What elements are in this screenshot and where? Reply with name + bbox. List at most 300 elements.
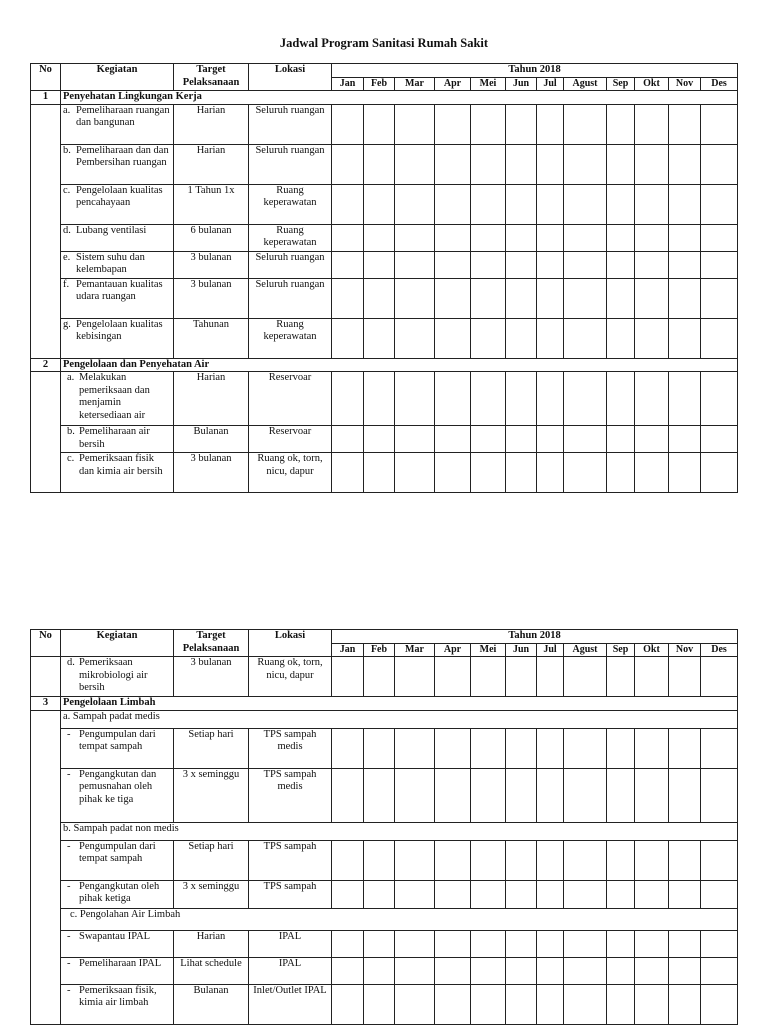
month-cell <box>506 318 537 358</box>
header-lokasi: Lokasi <box>249 64 332 91</box>
kegiatan-cell: a. Melakukan pemeriksaan dan menjamin ketersediaan air <box>61 372 174 426</box>
month-cell <box>537 144 564 184</box>
target-cell: Harian <box>174 372 249 426</box>
header-target: Target Pelaksanaan <box>174 630 249 657</box>
number-cell <box>31 710 61 1024</box>
month-cell <box>364 930 395 957</box>
month-cell <box>537 278 564 318</box>
month-cell <box>669 426 701 453</box>
month-cell <box>669 984 701 1024</box>
lokasi-cell: TPS sampah medis <box>249 768 332 822</box>
month-cell <box>471 984 506 1024</box>
month-cell <box>701 372 738 426</box>
month-cell <box>435 224 471 251</box>
header-month: Jan <box>332 643 364 657</box>
month-cell <box>506 728 537 768</box>
month-cell <box>435 984 471 1024</box>
month-cell <box>635 840 669 880</box>
month-cell <box>537 184 564 224</box>
month-cell <box>435 184 471 224</box>
header-year: Tahun 2018 <box>332 64 738 78</box>
header-month: Nov <box>669 643 701 657</box>
table-row <box>31 224 738 251</box>
header-lokasi: Lokasi <box>249 630 332 657</box>
lokasi-cell: Inlet/Outlet IPAL <box>249 984 332 1024</box>
month-cell <box>435 426 471 453</box>
month-cell <box>564 453 607 493</box>
target-cell: 3 x seminggu <box>174 768 249 822</box>
header-month: Sep <box>607 643 635 657</box>
month-cell <box>435 930 471 957</box>
month-cell <box>506 144 537 184</box>
month-cell <box>669 768 701 822</box>
month-cell <box>395 453 435 493</box>
number-cell <box>31 104 61 358</box>
month-cell <box>564 184 607 224</box>
section-title: Pengelolaan dan Penyehatan Air <box>61 358 738 372</box>
header-month: Jan <box>332 77 364 91</box>
month-cell <box>332 251 364 278</box>
month-cell <box>506 184 537 224</box>
month-cell <box>364 453 395 493</box>
section-row <box>31 91 738 105</box>
month-cell <box>607 728 635 768</box>
month-cell <box>564 104 607 144</box>
month-cell <box>471 930 506 957</box>
header-month: Mar <box>395 643 435 657</box>
month-cell <box>537 453 564 493</box>
month-cell <box>669 144 701 184</box>
target-cell: Tahunan <box>174 318 249 358</box>
month-cell <box>471 657 506 697</box>
month-cell <box>471 104 506 144</box>
kegiatan-cell: - Pengangkutan dan pemusnahan oleh pihak ke tiga <box>61 768 174 822</box>
month-cell <box>364 426 395 453</box>
month-cell <box>332 728 364 768</box>
month-cell <box>395 728 435 768</box>
month-cell <box>669 104 701 144</box>
kegiatan-cell: - Swapantau IPAL <box>61 930 174 957</box>
month-cell <box>564 880 607 908</box>
month-cell <box>635 728 669 768</box>
target-cell: Harian <box>174 930 249 957</box>
month-cell <box>471 318 506 358</box>
kegiatan-cell: c. Pengelolaan kualitas pencahayaan <box>61 184 174 224</box>
lokasi-cell: Ruang ok, torn, nicu, dapur <box>249 453 332 493</box>
month-cell <box>332 984 364 1024</box>
table-row <box>31 880 738 908</box>
month-cell <box>364 278 395 318</box>
kegiatan-cell: a. Pemeliharaan ruangan dan bangunan <box>61 104 174 144</box>
month-cell <box>364 657 395 697</box>
month-cell <box>332 880 364 908</box>
month-cell <box>701 768 738 822</box>
month-cell <box>471 251 506 278</box>
month-cell <box>395 657 435 697</box>
group-row <box>31 822 738 840</box>
header-month: Apr <box>435 77 471 91</box>
target-cell: Harian <box>174 144 249 184</box>
month-cell <box>635 453 669 493</box>
month-cell <box>607 957 635 984</box>
month-cell <box>669 930 701 957</box>
lokasi-cell: IPAL <box>249 930 332 957</box>
table-row <box>31 318 738 358</box>
header-month: Sep <box>607 77 635 91</box>
header-target: Target Pelaksanaan <box>174 64 249 91</box>
month-cell <box>635 184 669 224</box>
month-cell <box>701 318 738 358</box>
month-cell <box>701 184 738 224</box>
month-cell <box>607 318 635 358</box>
table-row <box>31 657 738 697</box>
header-month: Nov <box>669 77 701 91</box>
month-cell <box>395 930 435 957</box>
kegiatan-cell: - Pengangkutan oleh pihak ketiga <box>61 880 174 908</box>
table-row <box>31 144 738 184</box>
lokasi-cell: Reservoar <box>249 426 332 453</box>
month-cell <box>332 657 364 697</box>
header-month: Des <box>701 77 738 91</box>
month-cell <box>364 768 395 822</box>
lokasi-cell: TPS sampah medis <box>249 728 332 768</box>
month-cell <box>669 251 701 278</box>
section-number: 1 <box>31 91 61 105</box>
month-cell <box>669 184 701 224</box>
section-row <box>31 697 738 711</box>
kegiatan-cell: b. Pemeliharaan air bersih <box>61 426 174 453</box>
month-cell <box>537 728 564 768</box>
group-row <box>31 710 738 728</box>
month-cell <box>669 657 701 697</box>
month-cell <box>395 224 435 251</box>
month-cell <box>537 768 564 822</box>
month-cell <box>669 453 701 493</box>
month-cell <box>537 251 564 278</box>
month-cell <box>506 957 537 984</box>
month-cell <box>635 957 669 984</box>
lokasi-cell: Ruang keperawatan <box>249 224 332 251</box>
month-cell <box>607 372 635 426</box>
header-no: No <box>31 630 61 657</box>
month-cell <box>435 768 471 822</box>
lokasi-cell: Seluruh ruangan <box>249 251 332 278</box>
kegiatan-cell: e. Sistem suhu dan kelembapan <box>61 251 174 278</box>
header-year: Tahun 2018 <box>332 630 738 644</box>
month-cell <box>435 880 471 908</box>
month-cell <box>395 426 435 453</box>
target-cell: Lihat schedule <box>174 957 249 984</box>
header-month: Des <box>701 643 738 657</box>
month-cell <box>537 930 564 957</box>
month-cell <box>395 840 435 880</box>
header-month: Feb <box>364 643 395 657</box>
header-month: Agust <box>564 643 607 657</box>
page-title: Jadwal Program Sanitasi Rumah Sakit <box>279 36 489 50</box>
month-cell <box>607 768 635 822</box>
lokasi-cell: TPS sampah <box>249 880 332 908</box>
month-cell <box>435 278 471 318</box>
month-cell <box>669 224 701 251</box>
month-cell <box>435 372 471 426</box>
month-cell <box>364 728 395 768</box>
month-cell <box>635 318 669 358</box>
month-cell <box>669 318 701 358</box>
month-cell <box>395 104 435 144</box>
month-cell <box>506 104 537 144</box>
month-cell <box>332 768 364 822</box>
month-cell <box>669 880 701 908</box>
month-cell <box>435 453 471 493</box>
month-cell <box>506 930 537 957</box>
month-cell <box>607 144 635 184</box>
month-cell <box>607 278 635 318</box>
month-cell <box>435 957 471 984</box>
month-cell <box>506 426 537 453</box>
kegiatan-cell: b. Pemeliharaan dan dan Pembersihan ruangan <box>61 144 174 184</box>
header-month: Jul <box>537 643 564 657</box>
target-cell: 1 Tahun 1x <box>174 184 249 224</box>
month-cell <box>435 728 471 768</box>
kegiatan-cell: d. Pemeriksaan mikrobiologi air bersih <box>61 657 174 697</box>
month-cell <box>332 372 364 426</box>
month-cell <box>471 278 506 318</box>
month-cell <box>395 768 435 822</box>
month-cell <box>364 372 395 426</box>
month-cell <box>564 728 607 768</box>
month-cell <box>607 224 635 251</box>
target-cell: 3 x seminggu <box>174 880 249 908</box>
month-cell <box>471 453 506 493</box>
target-cell: 6 bulanan <box>174 224 249 251</box>
month-cell <box>364 840 395 880</box>
month-cell <box>564 984 607 1024</box>
target-cell: Bulanan <box>174 984 249 1024</box>
month-cell <box>537 984 564 1024</box>
month-cell <box>364 984 395 1024</box>
month-cell <box>364 957 395 984</box>
kegiatan-cell: - Pengumpulan dari tempat sampah <box>61 728 174 768</box>
header-month: Jul <box>537 77 564 91</box>
month-cell <box>332 930 364 957</box>
header-no: No <box>31 64 61 91</box>
month-cell <box>332 184 364 224</box>
group-row <box>31 908 738 930</box>
month-cell <box>537 657 564 697</box>
month-cell <box>395 251 435 278</box>
group-label: c. Pengolahan Air Limbah <box>61 908 738 930</box>
header-month: Mei <box>471 643 506 657</box>
month-cell <box>564 278 607 318</box>
month-cell <box>701 144 738 184</box>
month-cell <box>506 453 537 493</box>
month-cell <box>701 657 738 697</box>
header-kegiatan: Kegiatan <box>61 64 174 91</box>
month-cell <box>506 984 537 1024</box>
month-cell <box>607 657 635 697</box>
month-cell <box>564 372 607 426</box>
kegiatan-cell: - Pemeliharaan IPAL <box>61 957 174 984</box>
month-cell <box>564 930 607 957</box>
month-cell <box>395 372 435 426</box>
lokasi-cell: Ruang ok, torn, nicu, dapur <box>249 657 332 697</box>
header-month: Okt <box>635 77 669 91</box>
month-cell <box>332 840 364 880</box>
month-cell <box>607 930 635 957</box>
month-cell <box>607 426 635 453</box>
table-row <box>31 930 738 957</box>
target-cell: 3 bulanan <box>174 278 249 318</box>
month-cell <box>537 840 564 880</box>
month-cell <box>332 104 364 144</box>
header-month: Feb <box>364 77 395 91</box>
table-row <box>31 251 738 278</box>
month-cell <box>669 957 701 984</box>
month-cell <box>701 224 738 251</box>
month-cell <box>506 278 537 318</box>
table-row <box>31 984 738 1024</box>
month-cell <box>537 318 564 358</box>
month-cell <box>395 984 435 1024</box>
month-cell <box>471 372 506 426</box>
month-cell <box>395 144 435 184</box>
number-cell <box>31 657 61 697</box>
month-cell <box>332 144 364 184</box>
lokasi-cell: TPS sampah <box>249 840 332 880</box>
month-cell <box>364 318 395 358</box>
month-cell <box>635 372 669 426</box>
month-cell <box>607 251 635 278</box>
lokasi-cell: Reservoar <box>249 372 332 426</box>
month-cell <box>364 880 395 908</box>
target-cell: 3 bulanan <box>174 251 249 278</box>
month-cell <box>435 144 471 184</box>
month-cell <box>635 251 669 278</box>
target-cell: Setiap hari <box>174 728 249 768</box>
section-number: 2 <box>31 358 61 372</box>
month-cell <box>506 224 537 251</box>
section-title: Pengelolaan Limbah <box>61 697 738 711</box>
month-cell <box>564 144 607 184</box>
month-cell <box>635 278 669 318</box>
lokasi-cell: Seluruh ruangan <box>249 278 332 318</box>
lokasi-cell: Seluruh ruangan <box>249 104 332 144</box>
month-cell <box>701 251 738 278</box>
month-cell <box>471 184 506 224</box>
month-cell <box>564 426 607 453</box>
month-cell <box>506 840 537 880</box>
month-cell <box>471 880 506 908</box>
month-cell <box>332 957 364 984</box>
month-cell <box>635 426 669 453</box>
month-cell <box>635 984 669 1024</box>
month-cell <box>364 251 395 278</box>
month-cell <box>364 104 395 144</box>
month-cell <box>506 657 537 697</box>
month-cell <box>701 453 738 493</box>
target-cell: 3 bulanan <box>174 453 249 493</box>
month-cell <box>332 278 364 318</box>
month-cell <box>564 318 607 358</box>
month-cell <box>669 840 701 880</box>
month-cell <box>332 453 364 493</box>
month-cell <box>607 880 635 908</box>
kegiatan-cell: c. Pemeriksaan fisik dan kimia air bersih <box>61 453 174 493</box>
month-cell <box>607 840 635 880</box>
month-cell <box>435 104 471 144</box>
month-cell <box>395 957 435 984</box>
month-cell <box>471 768 506 822</box>
header-kegiatan: Kegiatan <box>61 630 174 657</box>
month-cell <box>537 372 564 426</box>
table-row <box>31 957 738 984</box>
month-cell <box>607 184 635 224</box>
month-cell <box>607 984 635 1024</box>
group-label: a. Sampah padat medis <box>61 710 738 728</box>
month-cell <box>435 251 471 278</box>
kegiatan-cell: - Pengumpulan dari tempat sampah <box>61 840 174 880</box>
month-cell <box>564 251 607 278</box>
month-cell <box>607 104 635 144</box>
month-cell <box>364 224 395 251</box>
month-cell <box>635 768 669 822</box>
month-cell <box>364 184 395 224</box>
lokasi-cell: Ruang keperawatan <box>249 318 332 358</box>
section-row <box>31 358 738 372</box>
target-cell: Harian <box>174 104 249 144</box>
month-cell <box>669 278 701 318</box>
month-cell <box>471 144 506 184</box>
month-cell <box>564 840 607 880</box>
table-row <box>31 184 738 224</box>
month-cell <box>607 453 635 493</box>
month-cell <box>564 957 607 984</box>
month-cell <box>669 372 701 426</box>
month-cell <box>395 318 435 358</box>
month-cell <box>701 880 738 908</box>
month-cell <box>435 657 471 697</box>
month-cell <box>471 840 506 880</box>
table-row <box>31 372 738 426</box>
schedule-table-page-1 <box>30 63 738 493</box>
table-row <box>31 278 738 318</box>
month-cell <box>332 426 364 453</box>
header-month: Apr <box>435 643 471 657</box>
month-cell <box>506 768 537 822</box>
lokasi-cell: Ruang keperawatan <box>249 184 332 224</box>
target-cell: 3 bulanan <box>174 657 249 697</box>
month-cell <box>564 224 607 251</box>
table-row <box>31 426 738 453</box>
month-cell <box>471 224 506 251</box>
month-cell <box>471 957 506 984</box>
month-cell <box>364 144 395 184</box>
header-month: Mar <box>395 77 435 91</box>
month-cell <box>506 251 537 278</box>
month-cell <box>701 984 738 1024</box>
month-cell <box>701 840 738 880</box>
month-cell <box>395 278 435 318</box>
month-cell <box>537 880 564 908</box>
header-month: Okt <box>635 643 669 657</box>
month-cell <box>635 657 669 697</box>
table-row <box>31 453 738 493</box>
month-cell <box>435 840 471 880</box>
month-cell <box>701 278 738 318</box>
month-cell <box>564 657 607 697</box>
target-cell: Bulanan <box>174 426 249 453</box>
schedule-table-page-2 <box>30 629 738 1025</box>
